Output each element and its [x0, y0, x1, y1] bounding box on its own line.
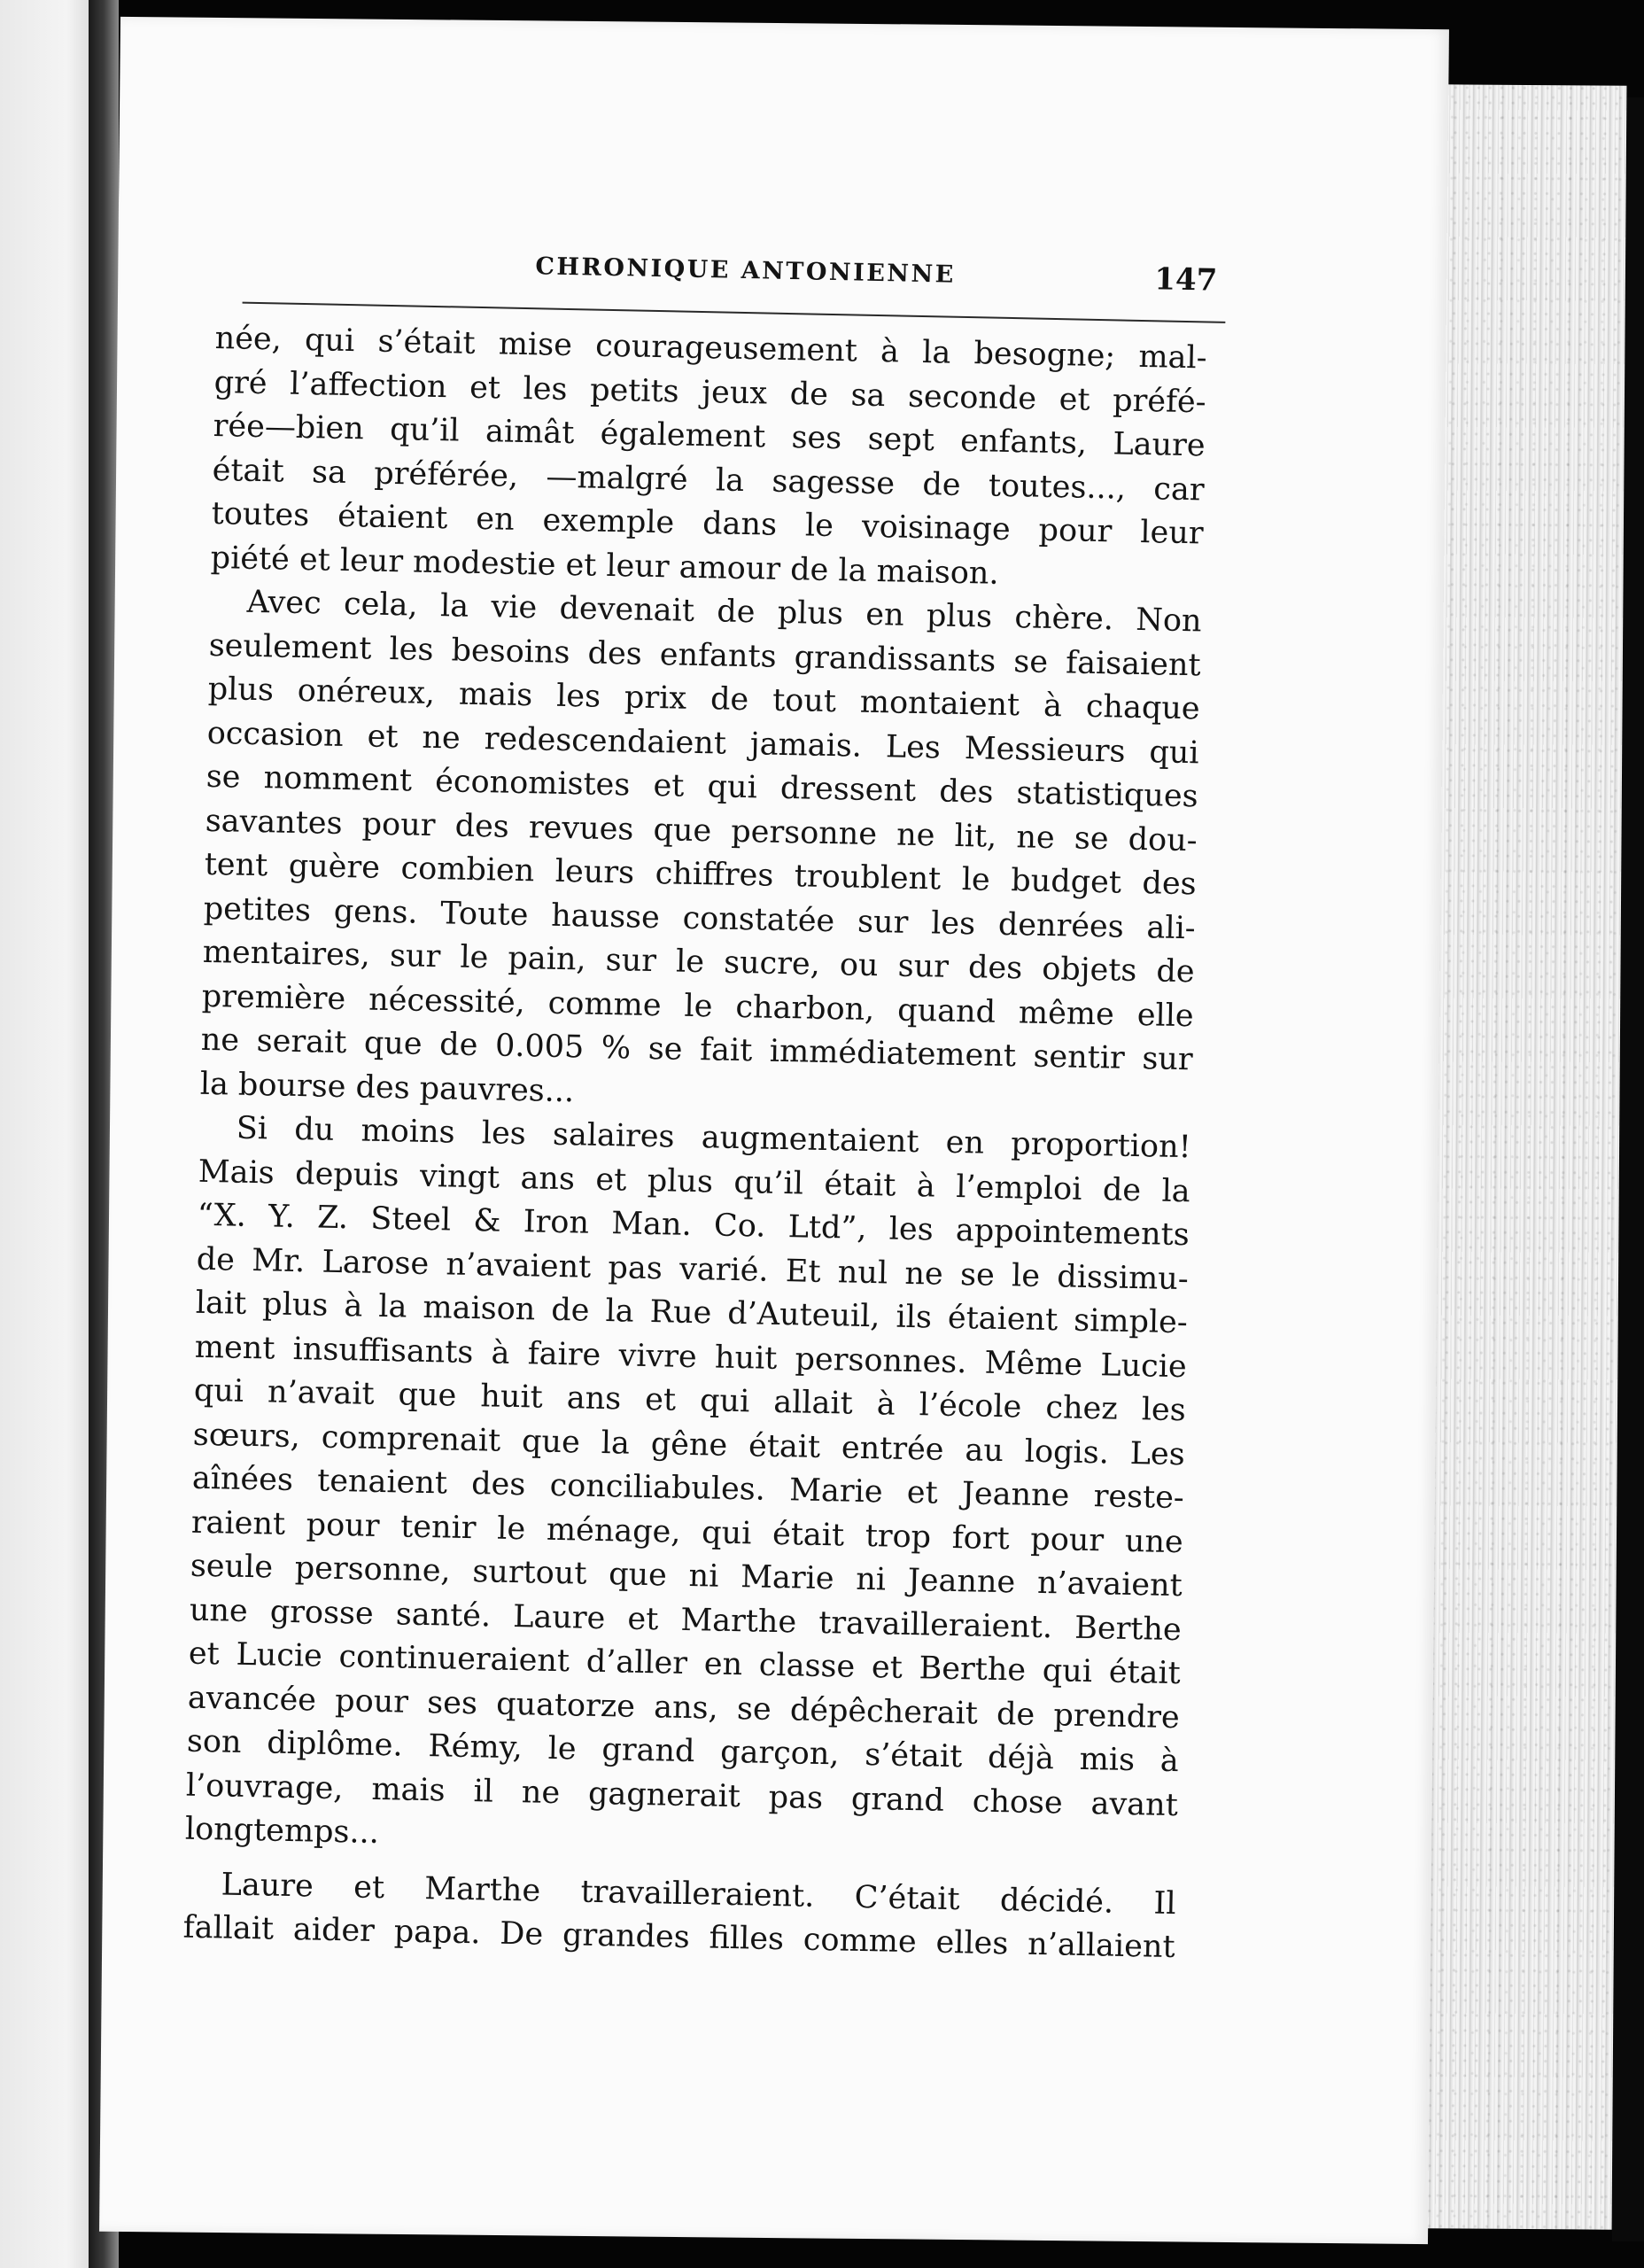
page-edges-stack [1426, 84, 1627, 2229]
text-line: qui n’avait que huit ans et qui allait à l’école chez les [193, 1372, 1187, 1429]
text-line: née, qui s’était mise courageusement à la besogne; mal- [214, 320, 1207, 377]
text-line: son diplôme. Rémy, le grand garçon, s’était déjà mis à [186, 1723, 1180, 1780]
text-line: gré l’affection et les petits jeux de sa seconde et préfé- [213, 364, 1206, 420]
text-line: rée—bien qu’il aimât également ses sept enfants, Laure [213, 408, 1206, 464]
text-line: seulement les besoins des enfants grandissants se faisaient [208, 627, 1201, 683]
text-line: “X. Y. Z. Steel & Iron Man. Co. Ltd”, les appointements [197, 1197, 1190, 1254]
text-line: Mais depuis vingt ans et plus qu’il était à l’emploi de la [198, 1153, 1191, 1209]
text-line: piété et leur modestie et leur amour de la maison. [210, 540, 999, 592]
text-line: tent guère combien leurs chiffres troublent le budget des [204, 846, 1198, 903]
page-text-block [182, 239, 1218, 1970]
text-line: et Lucie continueraient d’aller en classe et Berthe qui était [188, 1635, 1182, 1692]
text-line: l’ouvrage, mais il ne gagnerait pas grand chose avant [185, 1767, 1179, 1823]
text-line: seule personne, surtout que ni Marie ni Jeanne n’avaient [190, 1548, 1183, 1604]
text-line: une grosse santé. Laure et Marthe travailleraient. Berthe [189, 1592, 1183, 1648]
text-line: lait plus à la maison de la Rue d’Auteuil, ils étaient simple- [195, 1285, 1189, 1341]
paragraph-1 [210, 317, 1207, 600]
text-line: occasion et ne redescendaient jamais. Les Messieurs qui [206, 715, 1199, 771]
text-line: petites gens. Toute hausse constatée sur les denrées ali- [203, 890, 1197, 946]
text-line: aînées tenaient des conciliabules. Marie et Jeanne reste- [191, 1460, 1185, 1517]
text-line: plus onéreux, mais les prix de tout montaient à chaque [207, 671, 1200, 727]
text-line: Laure et Marthe travailleraient. C’était décidé. Il [221, 1866, 1176, 1922]
text-line: ne serait que de 0.005 % se fait immédiatement sentir sur [200, 1021, 1194, 1078]
text-line: ment insuffisants à faire vivre huit personnes. Même Lucie [194, 1329, 1188, 1385]
page-number: 147 [1153, 261, 1218, 299]
text-line: se nomment économistes et qui dressent des statistiques [206, 758, 1198, 815]
text-line: la bourse des pauvres... [199, 1066, 575, 1109]
text-line: toutes étaient en exemple dans le voisinage pour leur [211, 495, 1204, 552]
text-line: savantes pour des revues que personne ne lit, ne se dou- [205, 803, 1198, 858]
paragraph-2 [199, 580, 1202, 1126]
text-line: Avec cela, la vie devenait de plus en plus chère. Non [246, 584, 1202, 640]
running-head-title: CHRONIQUE ANTONIENNE [535, 252, 957, 289]
text-line: fallait aider papa. De grandes filles comme elles n’allaient [182, 1909, 1175, 1966]
text-line: avancée pour ses quatorze ans, se dépêcherait de prendre [187, 1680, 1181, 1736]
text-line: était sa préférée, —malgré la sagesse de toutes..., car [212, 452, 1205, 508]
text-line: Si du moins les salaires augmentaient en proportion! [236, 1110, 1192, 1166]
paragraph-3 [184, 1107, 1191, 1872]
facing-page-edge [0, 0, 96, 2268]
text-line: longtemps... [184, 1811, 380, 1852]
text-line: première nécessité, comme le charbon, quand même elle [201, 978, 1195, 1034]
text-line: de Mr. Larose n’avaient pas varié. Et nul ne se le dissimu- [196, 1241, 1190, 1297]
text-line: sœurs, comprenait que la gêne était entrée au logis. Les [192, 1417, 1186, 1472]
text-line: raient pour tenir le ménage, qui était trop fort pour une [190, 1504, 1184, 1560]
text-line: mentaires, sur le pain, sur le sucre, ou sur des objets de [202, 934, 1196, 990]
